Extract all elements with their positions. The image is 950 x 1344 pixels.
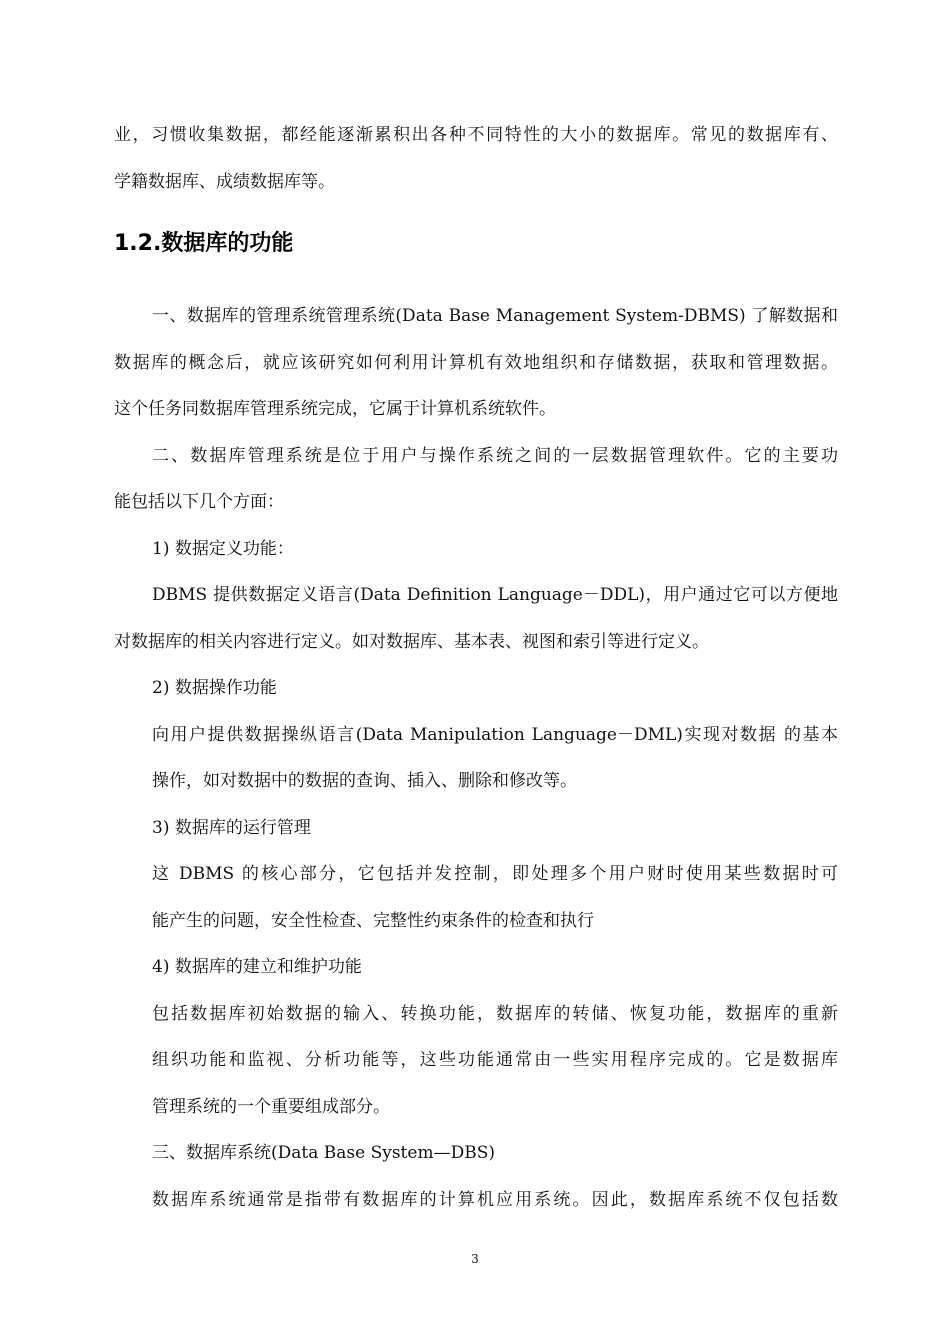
paragraph-line: 管理系统的一个重要组成部分。 xyxy=(152,1097,390,1117)
paragraph-line: 数据库系统通常是指带有数据库的计算机应用系统。因此，数据库系统不仅包括数 xyxy=(152,1190,838,1210)
paragraph-line: 二、数据库管理系统是位于用户与操作系统之间的一层数据管理软件。它的主要功 xyxy=(152,446,838,466)
section-heading: 1.2.数据库的功能 xyxy=(114,231,294,256)
paragraph-line: DBMS 提供数据定义语言(Data Definition Language－DDL)，用户通过它可以方便地 xyxy=(152,585,838,605)
paragraph-line: 组织功能和监视、分析功能等，这些功能通常由一些实用程序完成的。它是数据库 xyxy=(152,1050,838,1070)
paragraph-line: 一、数据库的管理系统管理系统(Data Base Management System-DBMS) 了解数据和 xyxy=(152,306,838,326)
page-number: 3 xyxy=(471,1252,479,1266)
paragraph-line: 对数据库的相关内容进行定义。如对数据库、基本表、视图和索引等进行定义。 xyxy=(114,632,709,652)
paragraph-line: 三、数据库系统(Data Base System—DBS) xyxy=(152,1143,495,1163)
paragraph-line: 能产生的问题，安全性检查、完整性约束条件的检查和执行 xyxy=(152,911,594,931)
paragraph-line: 向用户提供数据操纵语言(Data Manipulation Language－DML)实现对数据 的基本 xyxy=(152,725,838,745)
list-item-heading: 1) 数据定义功能： xyxy=(152,539,294,559)
list-item-heading: 3) 数据库的运行管理 xyxy=(152,818,311,838)
paragraph-line: 学籍数据库、成绩数据库等。 xyxy=(114,172,335,192)
paragraph-line: 能包括以下几个方面： xyxy=(114,492,284,512)
paragraph-line: 这 DBMS 的核心部分，它包括并发控制，即处理多个用户财时使用某些数据时可 xyxy=(152,864,838,884)
paragraph-line: 数据库的概念后，就应该研究如何利用计算机有效地组织和存储数据，获取和管理数据。 xyxy=(114,353,838,373)
list-item-heading: 4) 数据库的建立和维护功能 xyxy=(152,957,362,977)
paragraph-line: 业，习惯收集数据，都经能逐渐累积出各种不同特性的大小的数据库。常见的数据库有、 xyxy=(114,125,838,145)
paragraph-line: 操作，如对数据中的数据的查询、插入、删除和修改等。 xyxy=(152,771,577,791)
paragraph-line: 这个任务同数据库管理系统完成，它属于计算机系统软件。 xyxy=(114,399,556,419)
paragraph-line: 包括数据库初始数据的输入、转换功能，数据库的转储、恢复功能，数据库的重新 xyxy=(152,1004,838,1024)
list-item-heading: 2) 数据操作功能 xyxy=(152,678,277,698)
